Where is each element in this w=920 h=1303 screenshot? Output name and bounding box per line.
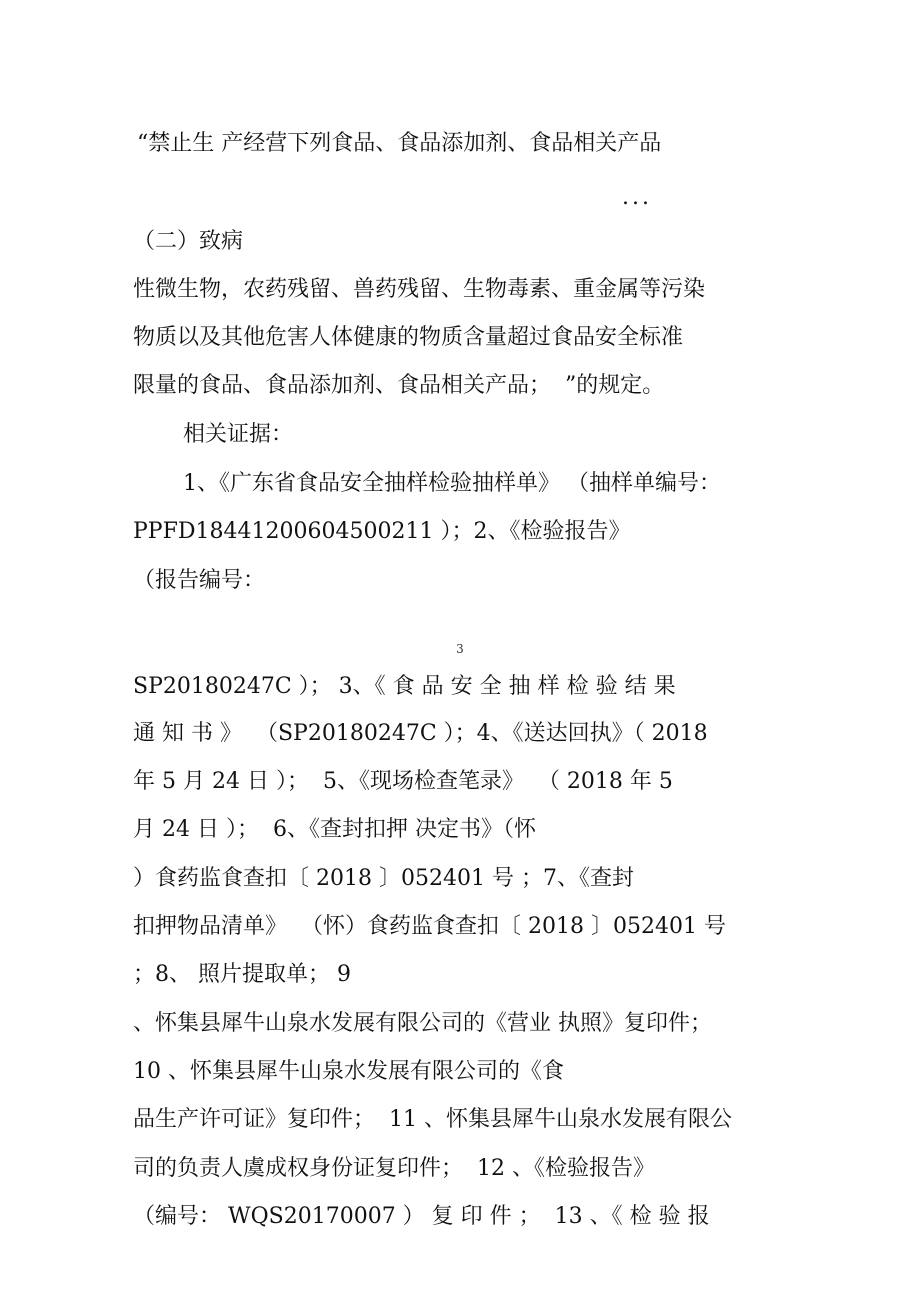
text-line: 月 24 日 ）； 6、《查封扣押 决定书》（怀: [133, 817, 536, 842]
text-line: ；8、 照片提取单； 9: [133, 962, 351, 987]
text-line: “禁止生 产经营下列食品、食品添加剂、食品相关产品: [137, 131, 662, 156]
text-line: 品生产许可证》复印件； 11 、怀集县犀牛山泉水发展有限公: [133, 1107, 732, 1132]
text-line: 、怀集县犀牛山泉水发展有限公司的《营业 执照》复印件；: [133, 1011, 712, 1036]
text-line: （编号： WQS20170007 ） 复 印 件 ； 13 、《 检 验 报: [133, 1204, 710, 1229]
text-line: 通 知 书 》 （SP20180247C ）；4、《送达回执》（ 2018: [133, 721, 708, 746]
text-line: 物质以及其他危害人体健康的物质含量超过食品安全标准: [133, 325, 684, 350]
text-line: （二）致病: [133, 229, 244, 254]
text-line: 1、《广东省食品安全抽样检验抽样单》 （抽样单编号：: [183, 471, 721, 496]
text-line: 年 5 月 24 日 ）； 5、《现场检查笔录》 （ 2018 年 5: [133, 769, 673, 794]
text-line: SP20180247C ）； 3、《 食 品 安 全 抽 样 检 验 结 果: [133, 674, 676, 699]
text-line: 相关证据：: [183, 422, 294, 447]
text-line: ）食药监食查扣〔 2018 〕052401 号 ；7、《查封: [133, 866, 634, 891]
text-line: 10 、怀集县犀牛山泉水发展有限公司的《食: [133, 1059, 564, 1084]
text-line: PPFD18441200604500211 ）；2、《检验报告》: [133, 519, 631, 544]
page-number: 3: [456, 642, 464, 656]
text-line: 限量的食品、食品添加剂、食品相关产品； ”的规定。: [133, 373, 665, 398]
text-line: 司的负责人虞成权身份证复印件； 12 、《检验报告》: [133, 1156, 655, 1181]
text-line: （报告编号：: [133, 568, 266, 593]
text-line: 性微生物，农药残留、兽药残留、生物毒素、重金属等污染: [133, 277, 706, 302]
text-line: 扣押物品清单》 （怀）食药监食查扣〔 2018 〕052401 号: [133, 914, 726, 939]
text-line: ...: [622, 185, 652, 210]
